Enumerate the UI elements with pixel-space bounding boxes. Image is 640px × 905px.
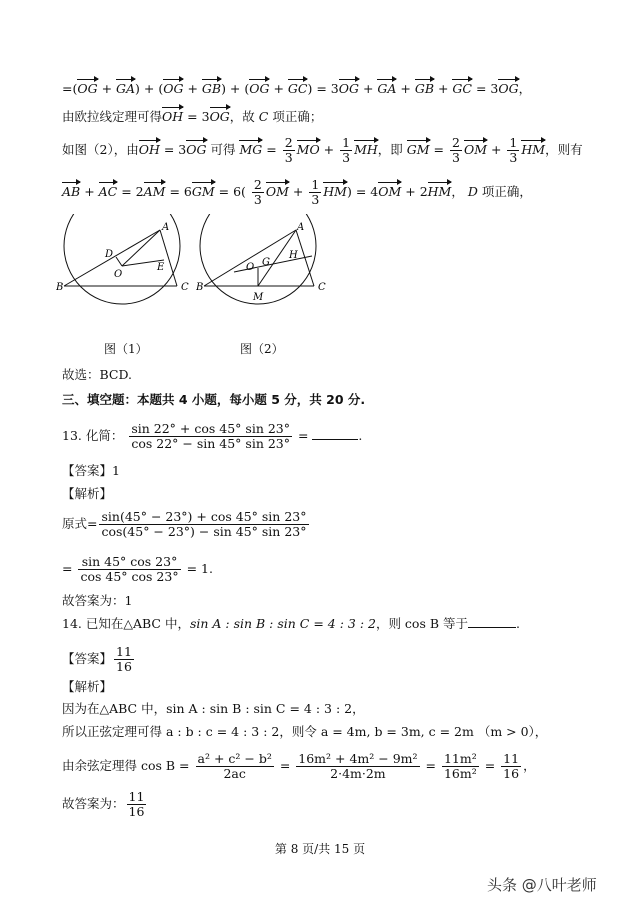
q14-fraction-4: $\frac{11}{16}$: [503, 751, 520, 781]
vec-ga: GA: [116, 78, 135, 97]
vec-hm: HM: [521, 139, 545, 158]
vec-og: OG: [249, 78, 269, 97]
question-14: 14. 已知在△ABC 中，sin A : sin B : sin C = 4 : 3 : 2，则 cos B 等于 .: [62, 616, 520, 631]
fig1-label-b: B: [56, 282, 64, 293]
figure-1: [56, 214, 196, 310]
equation-line-1: =(OG + GA) + (OG + GB) + (OG + GC) = 3OG + GA + GB + GC = 3OG，: [62, 78, 531, 97]
vec-oh: OH: [162, 106, 183, 125]
question-13: 13. 化简： $\frac{\sin 22^\circ + \cos 45^\circ \sin 23^\circ}{\cos 22^\circ - \sin 45^\circ \sin 23^\circ}$ = .: [62, 421, 363, 451]
page-footer: 第 8 页/共 15 页: [274, 842, 366, 856]
fig2-side-ac: [296, 230, 314, 286]
vec-og: OG: [498, 78, 518, 97]
fig2-label-o: O: [246, 262, 255, 273]
q14-fraction-1: $\frac{\text{a² + c² − b²}}{2ac}$: [197, 751, 272, 781]
q13-step1-fraction: $\frac{\sin(45^\circ - 23^\circ) + \cos 45^\circ \sin 23^\circ}{\cos(45^\circ - 23^\circ) - \sin 45^\circ \sin 23^\circ}$: [101, 509, 307, 539]
q13-final-answer: 故答案为：1: [62, 593, 133, 608]
q14-line-1: 因为在△ABC 中，sin A : sin B : sin C = 4 : 3 : 2，: [62, 701, 365, 716]
q13-step-1: 原式= $\frac{\sin(45^\circ - 23^\circ) + \cos 45^\circ \sin 23^\circ}{\cos(45^\circ - 23^\circ) - \sin 45^\circ \sin 23^\circ}$: [62, 509, 307, 539]
vec-hm: HM: [428, 181, 452, 200]
section-header: 三、填空题：本题共 4 小题，每小题 5 分，共 20 分.: [62, 392, 366, 407]
q14-answer: 【答案】 $\frac{11}{16}$: [62, 644, 132, 674]
q14-line-2: 所以正弦定理可得 a : b : c = 4 : 3 : 2，则令 a = 4m, b = 3m, c = 2m （m > 0），: [62, 724, 548, 739]
fig1-side-ac: [160, 230, 177, 286]
equation-line-3: 如图（2），由OH = 3OG 可得 MG = $\frac{2}{3}$ MO + $\frac{1}{3}$ MH，即 GM = $\frac{2}{3}$ OM + $\frac{1}{3}$ HM，则有: [62, 135, 583, 165]
fraction: $\frac{2}{3}$: [253, 177, 262, 207]
vec-og: OG: [339, 78, 359, 97]
fig1-caption: 图（1）: [104, 342, 148, 356]
vec-mh: MH: [354, 139, 378, 158]
fig1-label-o: O: [114, 269, 123, 280]
vec-mg: MG: [239, 139, 262, 158]
figure-2: [196, 214, 336, 310]
q14-line-3: 由余弦定理得 cos B = $\frac{\text{a² + c² − b²}}{2ac}$ = $\frac{\text{16m² + 4m² − 9m²}}{2\cdot 4m\cdot 2m}$ = $\frac{\text{11m²}}{\text{16m²}}$ = $\frac{11}{16}$ ，: [62, 751, 536, 781]
q13-analysis-tag: 【解析】: [62, 486, 113, 501]
q14-final-fraction: $\frac{11}{16}$: [128, 789, 145, 819]
fraction: $\frac{2}{3}$: [452, 135, 460, 165]
vec-og: OG: [210, 106, 230, 125]
fig1-label-a: A: [162, 222, 170, 233]
equation-line-4: AB + AC = 2AM = 6GM = 6( $\frac{2}{3}$ OM + $\frac{1}{3}$ HM) = 4OM + 2HM， D 项正确，: [62, 177, 532, 207]
fraction: $\frac{1}{3}$: [342, 135, 351, 165]
q13-answer-tag: 【答案】1: [62, 463, 120, 478]
equation-line-2: 由欧拉线定理可得OH = 3OG，故 C 项正确；: [62, 106, 322, 125]
vec-gc: GC: [288, 78, 308, 97]
vec-ga: GA: [377, 78, 396, 97]
q14-answer-fraction: $\frac{11}{16}$: [116, 644, 132, 674]
vec-ac: AC: [99, 181, 118, 200]
fraction: $\frac{2}{3}$: [284, 135, 293, 165]
vec-om: OM: [378, 181, 401, 200]
vec-og: OG: [163, 78, 183, 97]
fraction: $\frac{1}{3}$: [311, 177, 320, 207]
fig2-label-c: C: [318, 282, 326, 293]
q13-fraction: $\frac{\sin 22^\circ + \cos 45^\circ \sin 23^\circ}{\cos 22^\circ - \sin 45^\circ \sin 23^\circ}$: [131, 421, 290, 451]
q14-analysis-tag: 【解析】: [62, 679, 113, 694]
vec-oh: OH: [139, 139, 160, 158]
q13-step2-fraction: $\frac{\sin 45^\circ \cos 23^\circ}{\cos 45^\circ \cos 23^\circ}$: [80, 554, 179, 584]
fig2-side-ab: [204, 230, 296, 286]
fig1-label-e: E: [157, 262, 165, 273]
fig2-caption: 图（2）: [240, 342, 284, 356]
fig2-label-a: A: [297, 222, 305, 233]
q14-final-answer: 故答案为： $\frac{11}{16}$: [62, 789, 145, 819]
q14-fraction-3: $\frac{\text{11m²}}{\text{16m²}}$: [443, 751, 477, 781]
fig1-segment-oa: [122, 230, 160, 266]
q13-step-2: = $\frac{\sin 45^\circ \cos 23^\circ}{\cos 45^\circ \cos 23^\circ}$ = 1.: [62, 554, 213, 584]
vec-gb: GB: [202, 78, 221, 97]
fig2-label-g: G: [262, 257, 270, 268]
vec-hm: HM: [323, 181, 347, 200]
fig1-label-c: C: [181, 282, 189, 293]
vec-gb: GB: [415, 78, 434, 97]
vec-gm: GM: [192, 181, 215, 200]
fig2-label-h: H: [289, 250, 298, 261]
vec-og: OG: [186, 139, 206, 158]
vec-mo: MO: [297, 139, 320, 158]
vec-om: OM: [266, 181, 289, 200]
fraction: $\frac{1}{3}$: [509, 135, 518, 165]
fig2-label-b: B: [196, 282, 204, 293]
q14-fraction-2: $\frac{\text{16m² + 4m² − 9m²}}{2\cdot 4m\cdot 2m}$: [298, 751, 418, 781]
previous-answer: 故选：BCD.: [62, 367, 133, 382]
fig1-segment-od: [116, 257, 122, 266]
fig2-label-m: M: [253, 292, 264, 303]
fig1-label-d: D: [105, 249, 114, 260]
answer-blank: [312, 427, 358, 440]
vec-am: AM: [144, 181, 166, 200]
answer-blank: [468, 615, 516, 628]
vec-ab: AB: [62, 181, 80, 200]
watermark: 头条 @八叶老师: [487, 876, 597, 894]
vec-gc: GC: [452, 78, 472, 97]
vec-om: OM: [464, 139, 487, 158]
vec-gm: GM: [407, 139, 430, 158]
vec-og: OG: [77, 78, 97, 97]
